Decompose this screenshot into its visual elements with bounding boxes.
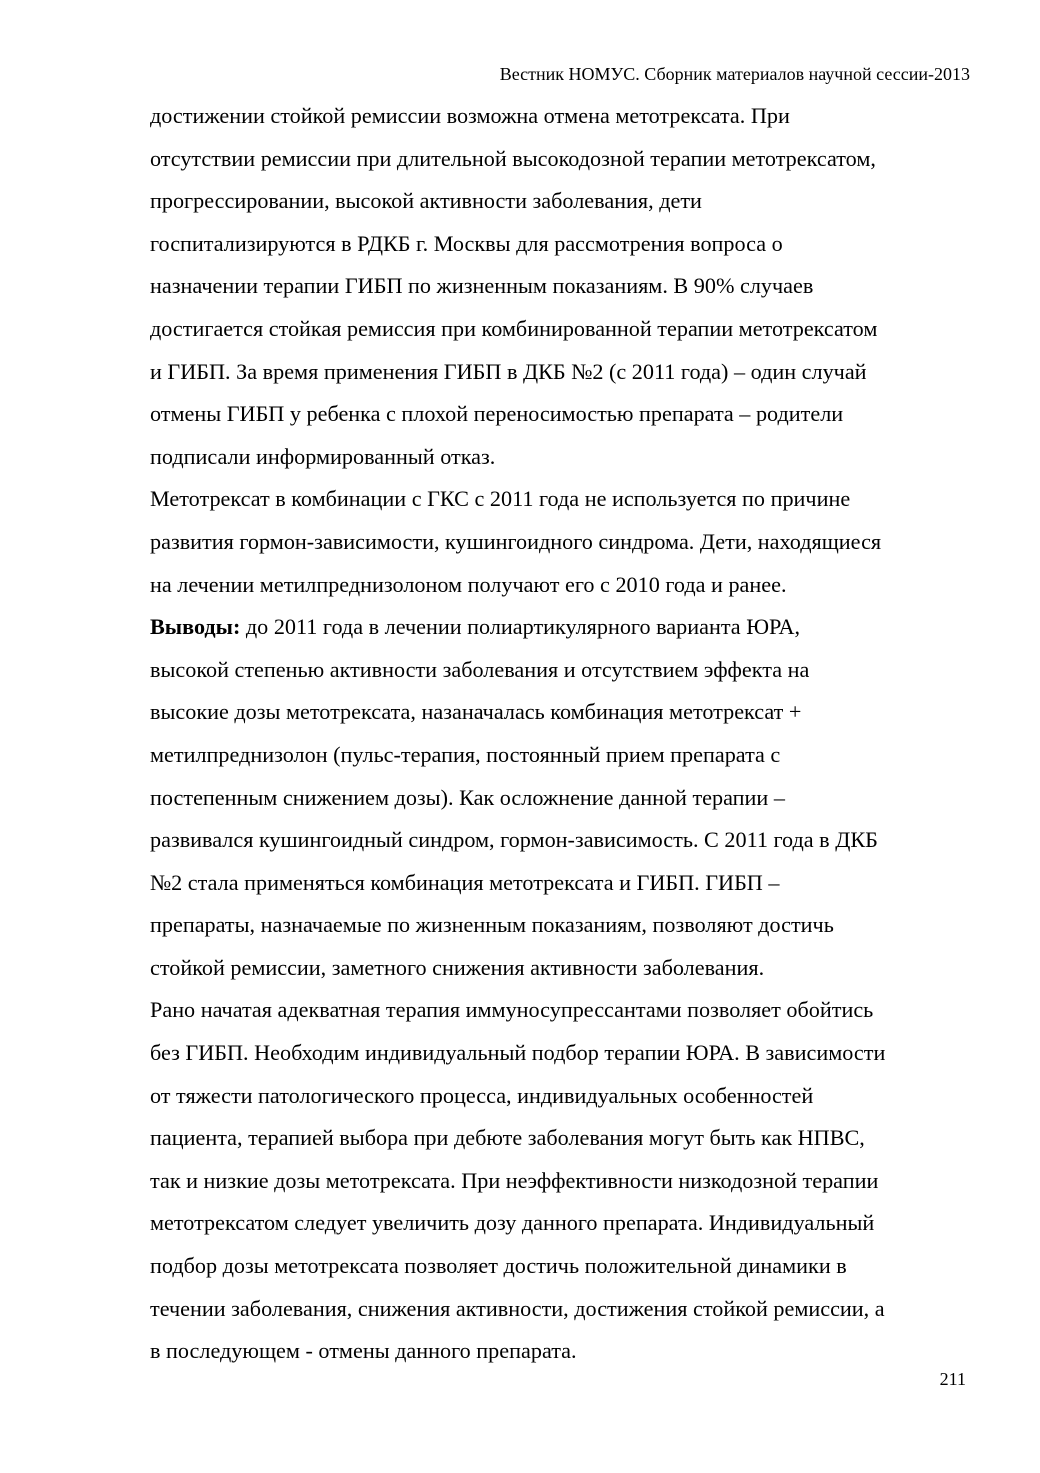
page-number: 211 xyxy=(939,1369,966,1389)
text-line: отсутствии ремиссии при длительной высокодозной терапии метотрексатом, xyxy=(150,145,876,171)
text-line: от тяжести патологического процесса, индивидуальных особенностей xyxy=(150,1082,814,1108)
text-line: достижении стойкой ремиссии возможна отмена метотрексата. При xyxy=(150,103,790,128)
text-line: прогрессировании, высокой активности заболевания, дети xyxy=(150,188,702,214)
text-line: высокие дозы метотрексата, назаначалась комбинация метотрексат + xyxy=(150,699,802,725)
conclusions-text: до 2011 года в лечении полиартикулярного варианта ЮРА, xyxy=(240,614,801,640)
text-line: Метотрексат в комбинации с ГКС с 2011 года не используется по причине xyxy=(150,486,851,512)
text-line: подбор дозы метотрексата позволяет достичь положительной динамики в xyxy=(150,1253,847,1279)
text-line: препараты, назначаемые по жизненным показаниям, позволяют достичь xyxy=(150,912,834,938)
text-line: без ГИБП. Необходим индивидуальный подбор терапии ЮРА. В зависимости xyxy=(150,1040,886,1066)
text-line: Рано начатая адекватная терапия иммуносупрессантами позволяет обойтись xyxy=(150,997,874,1023)
text-line: метотрексатом следует увеличить дозу данного препарата. Индивидуальный xyxy=(150,1210,875,1236)
text-line: подписали информированный отказ. xyxy=(150,443,496,469)
body-text xyxy=(150,95,980,1373)
text-line: госпитализируются в РДКБ г. Москвы для рассмотрения вопроса о xyxy=(150,230,783,256)
text-line: так и низкие дозы метотрексата. При неэффективности низкодозной терапии xyxy=(150,1167,879,1193)
conclusions-label: Выводы: xyxy=(150,614,241,640)
text-line: метилпреднизолон (пульс-терапия, постоянный прием препарата с xyxy=(150,741,781,767)
text-line: высокой степенью активности заболевания и отсутствием эффекта на xyxy=(150,656,810,682)
text-line: достигается стойкая ремиссия при комбинированной терапии метотрексатом xyxy=(150,315,878,341)
text-line: на лечении метилпреднизолоном получают его с 2010 года и ранее. xyxy=(150,571,787,597)
text-line: стойкой ремиссии, заметного снижения активности заболевания. xyxy=(150,954,765,980)
text-line: развития гормон-зависимости, кушингоидного синдрома. Дети, находящиеся xyxy=(150,528,882,554)
text-line: в последующем - отмены данного препарата. xyxy=(150,1338,577,1364)
text-line: назначении терапии ГИБП по жизненным показаниям. В 90% случаев xyxy=(150,273,814,299)
text-line: пациента, терапией выбора при дебюте заболевания могут быть как НПВС, xyxy=(150,1125,865,1151)
conclusions-first-line xyxy=(150,606,980,649)
text-line: №2 стала применяться комбинация метотрексата и ГИБП. ГИБП – xyxy=(150,869,780,895)
text-line: течении заболевания, снижения активности, достижения стойкой ремиссии, а xyxy=(150,1295,885,1321)
text-line: отмены ГИБП у ребенка с плохой переносимостью препарата – родители xyxy=(150,401,844,427)
running-header: Вестник НОМУС. Сборник материалов научной сессии-2013 xyxy=(499,64,970,84)
text-line: и ГИБП. За время применения ГИБП в ДКБ №2 (с 2011 года) – один случай xyxy=(150,358,867,384)
text-line: развивался кушингоидный синдром, гормон-зависимость. С 2011 года в ДКБ xyxy=(150,827,878,853)
text-line: постепенным снижением дозы). Как осложнение данной терапии – xyxy=(150,784,785,810)
